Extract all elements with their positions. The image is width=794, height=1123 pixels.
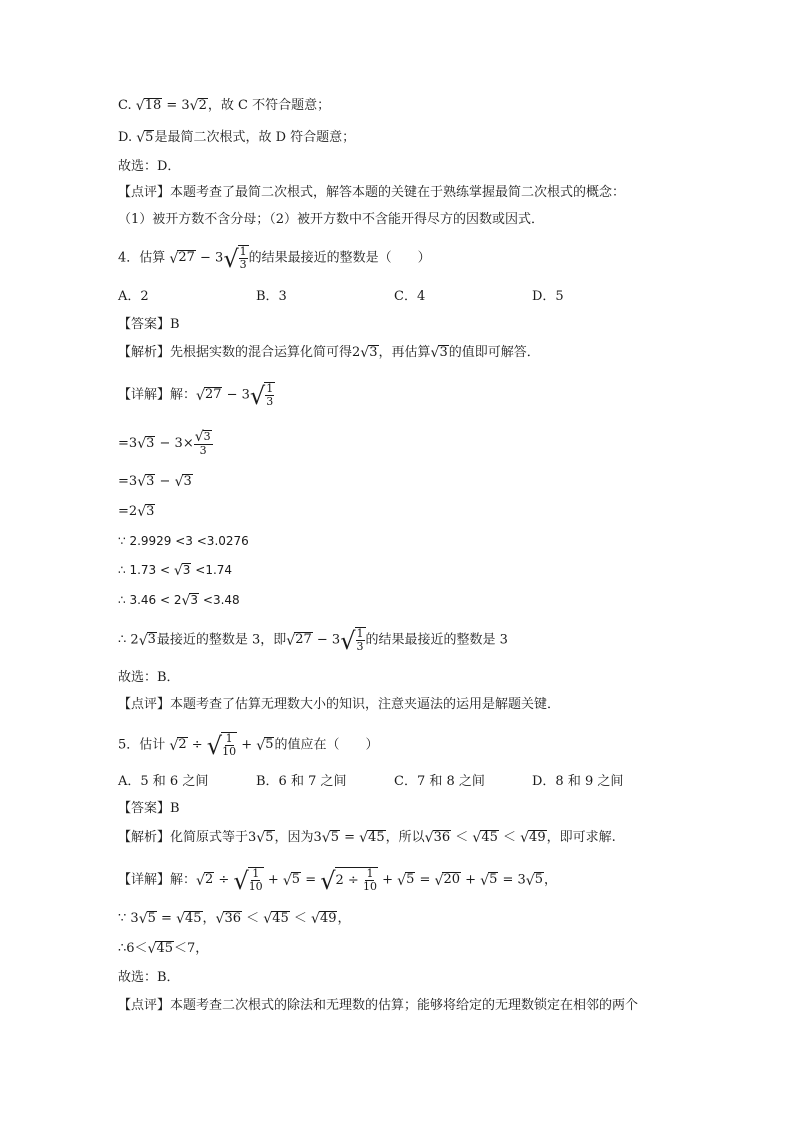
question-5: 5．估计 √ 2 ÷ √ $\frac{1}{10}$ + √ 5 的值应在（ ） xyxy=(118,732,379,761)
question-text: 5．估计 xyxy=(118,737,166,753)
comment-line-2: （1）被开方数不含分母；（2）被开方数中不含能开得尽方的因数或因式． xyxy=(118,212,545,227)
step-3: =2 √ 3 xyxy=(118,503,155,521)
q5-detail: 【详解】解： √ 2 ÷ √ $\frac{1}{10}$ + √ 5 = √ 2 ÷ $\frac{1}{10}$ + √ 5 = √ 20 + √ 5 = 3 √ 5 ， xyxy=(118,867,558,896)
line-c-option: C. √ 18 = 3 √ 2 ，故 C 不符合题意； xyxy=(118,97,331,115)
text: 是最简二次根式，故 D 符合题意； xyxy=(154,130,356,145)
text: 【解析】化简原式等于 xyxy=(118,830,249,845)
option-d[interactable]: D．5 xyxy=(532,289,564,304)
question-text: 的结果最接近的整数是（ ） xyxy=(248,250,431,266)
q4-options xyxy=(118,287,670,307)
text: = xyxy=(118,474,129,489)
text: 【详解】解： xyxy=(118,872,197,888)
math-sqrt-frac: √ $\frac{1}{3}$ xyxy=(223,245,247,274)
text: D. xyxy=(118,130,133,145)
q4-choice: 故选：B． xyxy=(118,670,180,685)
option-b[interactable]: B．3 xyxy=(256,289,287,304)
q5-comment: 【点评】本题考查二次根式的除法和无理数的估算；能够将给定的无理数锁定在相邻的两个 xyxy=(118,998,639,1013)
step-5: ∴ 1.73 < √ 3 <1.74 xyxy=(118,562,233,579)
math-sqrt18: √ 18 xyxy=(135,97,162,115)
text: ∵ xyxy=(118,911,127,926)
option-d[interactable]: D．8 和 9 之间 xyxy=(532,774,624,789)
text: ∴6＜ xyxy=(118,941,148,956)
text: = xyxy=(118,504,129,519)
step-4: ∵ 2.9929 <3 <3.0276 xyxy=(118,534,249,548)
text: <3.48 xyxy=(202,593,240,607)
question-text: 的值应在（ ） xyxy=(274,737,379,753)
text: ＜7， xyxy=(174,941,209,956)
option-a[interactable]: A．2 xyxy=(118,289,149,304)
text: <1.74 xyxy=(195,563,233,577)
q4-analysis: 【解析】先根据实数的混合运算化简可得2 √ 3 ，再估算 √ 3 的值即可解答． xyxy=(118,344,540,362)
option-b[interactable]: B．6 和 7 之间 xyxy=(256,774,347,789)
q5-analysis: 【解析】化简原式等于3 √ 5 ，因为3 √ 5 = √ 45 ，所以 √ 36 ＜ √ 45 ＜ √ 49 ，即可求解. xyxy=(118,829,616,847)
option-c[interactable]: C．7 和 8 之间 xyxy=(394,774,485,789)
text: ，因为 xyxy=(274,830,314,845)
option-a[interactable]: A．5 和 6 之间 xyxy=(118,774,209,789)
step-1: =3 √ 3 − 3× √ 3 3 xyxy=(118,429,211,457)
option-c[interactable]: C．4 xyxy=(394,289,426,304)
text: ，再估算 xyxy=(378,345,431,360)
q4-comment: 【点评】本题考查了估算无理数大小的知识，注意夹逼法的运用是解题关键． xyxy=(118,697,561,712)
q4-answer: 【答案】B xyxy=(118,317,180,332)
q5-step-2: ∴6＜ √ 45 ＜7， xyxy=(118,940,209,958)
comment-line: 【点评】本题考查了最简二次根式，解答本题的关键在于熟练掌握最简二次根式的概念： xyxy=(118,185,626,200)
text: ，故 C 不符合题意； xyxy=(207,98,331,113)
text: ∴ xyxy=(118,632,127,648)
text: = xyxy=(118,436,129,452)
text: 的结果最接近的整数是 3 xyxy=(365,632,508,648)
choice-line: 故选：D． xyxy=(118,159,181,174)
math-sqrt5: √ 5 xyxy=(136,129,154,147)
question-text: 4．估算 xyxy=(118,250,166,266)
question-4: 4．估算 √ 27 − 3 √ $\frac{1}{3}$ 的结果最接近的整数是（ ） xyxy=(118,245,431,274)
text: ∴ 3.46 < xyxy=(118,593,171,607)
step-2: =3 √ 3 − √ 3 xyxy=(118,473,192,491)
text: 【解析】先根据实数的混合运算化简可得 xyxy=(118,345,353,360)
text: C. xyxy=(118,98,132,113)
q5-answer: 【答案】B xyxy=(118,801,180,816)
text: ，即可求解. xyxy=(546,830,616,845)
step-7: ∴ 2 √ 3 最接近的整数是 3，即 √ 27 − 3 √ $\frac{1}{3}$ 的结果最接近的整数是 3 xyxy=(118,627,508,656)
text: 的值即可解答． xyxy=(448,345,540,360)
text: 最接近的整数是 3，即 xyxy=(156,632,287,648)
q5-choice: 故选：B． xyxy=(118,970,180,985)
q5-step-1: ∵ 3 √ 5 = √ 45 ， √ 36 ＜ √ 45 ＜ √ 49 ， xyxy=(118,910,351,928)
math-sqrt27: √ 27 xyxy=(169,250,195,267)
step-6: ∴ 3.46 < 2 √ 3 <3.48 xyxy=(118,592,240,609)
text: ∴ 1.73 < xyxy=(118,563,171,577)
q4-detail: 【详解】解： √ 27 − 3 √ $\frac{1}{3}$ xyxy=(118,382,274,411)
text: ，所以 xyxy=(385,830,425,845)
q5-options xyxy=(118,772,670,792)
line-d-option xyxy=(118,128,355,148)
text: 【详解】解： xyxy=(118,387,197,403)
